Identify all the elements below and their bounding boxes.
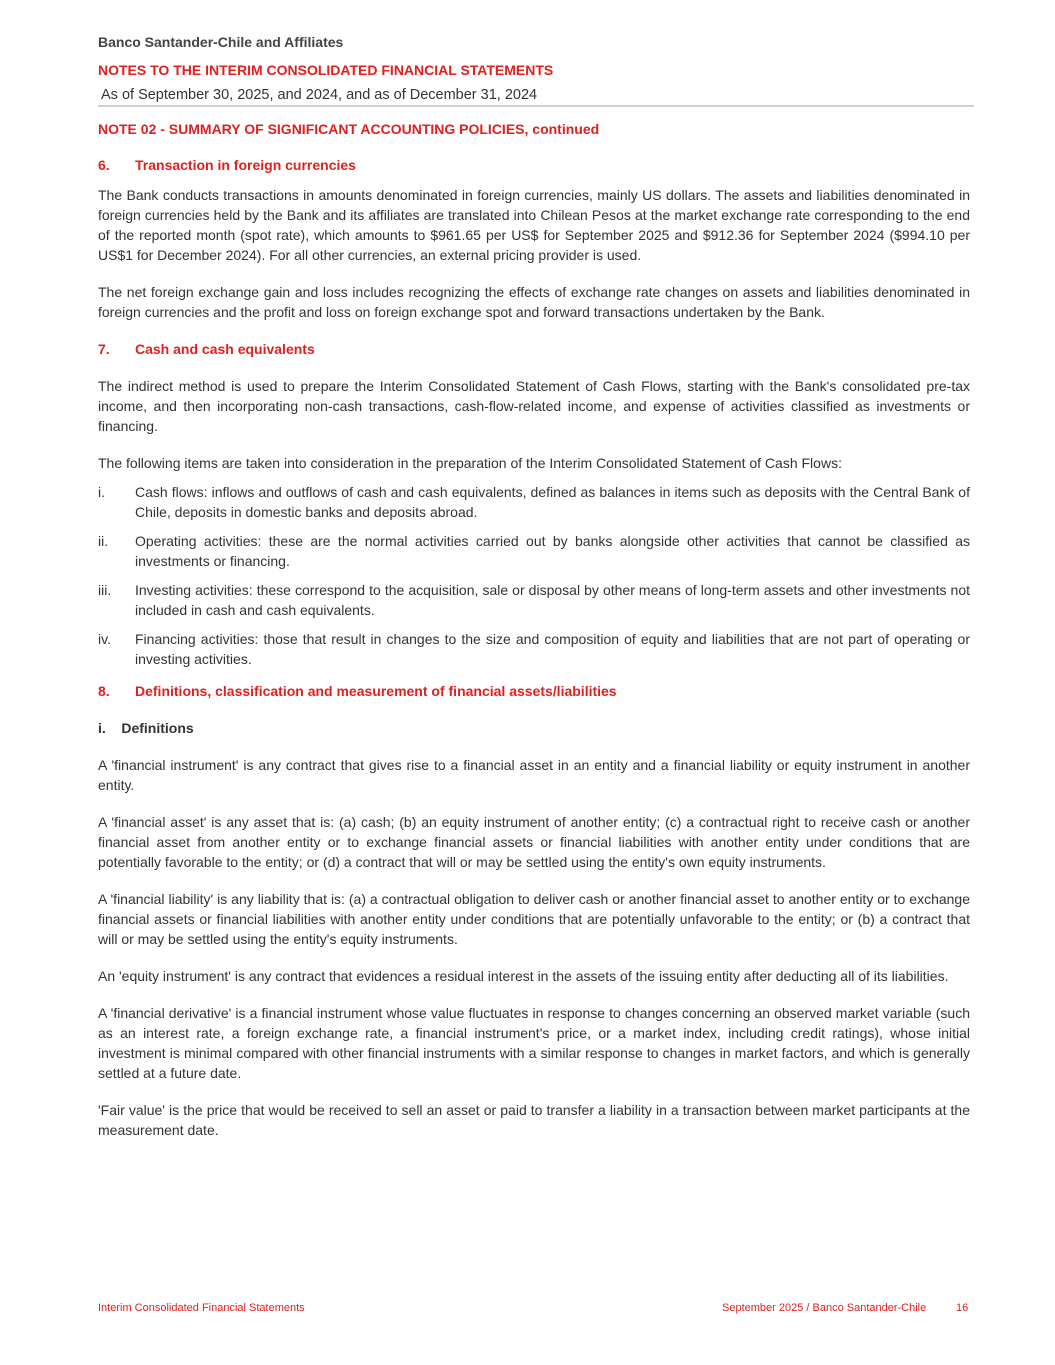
section-title-text: Transaction in foreign currencies — [135, 157, 356, 173]
notes-title: NOTES TO THE INTERIM CONSOLIDATED FINANCIAL STATEMENTS — [98, 62, 554, 78]
footer-document-title: Interim Consolidated Financial Statements — [98, 1302, 305, 1314]
list-item — [98, 482, 970, 522]
list-item — [98, 629, 970, 669]
list-item-number: iii. — [98, 582, 112, 598]
list-item — [98, 580, 970, 620]
paragraph: A 'financial derivative' is a financial instrument whose value fluctuates in response to changes concerning an observed market variable (such as an interest rate, a foreign exchange rate, a financial instrument's price, or a market index, including credit ratings), whose initial investment is minimal compared with other financial instruments with a similar response to changes in market factors, and which is generally settled at a future date. — [98, 1005, 970, 1081]
section-number: 7. — [98, 341, 110, 357]
as-of-date: As of September 30, 2025, and 2024, and as of December 31, 2024 — [101, 87, 538, 103]
list-item-number: ii. — [98, 533, 109, 549]
section-number: 8. — [98, 683, 110, 699]
note-title: NOTE 02 - SUMMARY OF SIGNIFICANT ACCOUNTING POLICIES, continued — [98, 121, 600, 137]
paragraph: A 'financial liability' is any liability that is: (a) a contractual obligation to deliver cash or another financial asset to another entity or to exchange financial assets or financial liabilities with another entity under conditions that are potentially unfavorable to the entity; or (b) a contract that will or may be settled using the entity's equity instruments. — [98, 891, 970, 947]
list-item-text: Investing activities: these correspond to the acquisition, sale or disposal by other means of long-term assets and other investments not included in cash and cash equivalents. — [135, 582, 970, 618]
paragraph: 'Fair value' is the price that would be received to sell an asset or paid to transfer a liability in a transaction between market participants at the measurement date. — [98, 1102, 970, 1138]
section-title-text: Cash and cash equivalents — [135, 341, 315, 357]
cash-flow-items-list — [98, 482, 970, 669]
subsection-title: i. Definitions — [98, 720, 194, 736]
page-number: 16 — [956, 1302, 969, 1314]
section-7-title — [98, 339, 970, 359]
paragraph: The indirect method is used to prepare the Interim Consolidated Statement of Cash Flows, starting with the Bank's consolidated pre-tax income, and then incorporating non-cash transactions, cash-flow-related income, and expense of activities classified as investments or financing. — [98, 378, 970, 434]
list-item — [98, 531, 970, 571]
footer-period: September 2025 / Banco Santander-Chile — [722, 1302, 927, 1314]
list-item-text: Operating activities: these are the normal activities carried out by banks alongside other activities that cannot be classified as investments or financing. — [135, 533, 970, 569]
section-8-title — [98, 681, 970, 701]
paragraph: The following items are taken into consideration in the preparation of the Interim Consolidated Statement of Cash Flows: — [98, 455, 842, 471]
section-6-title — [98, 155, 970, 175]
content — [98, 119, 970, 1157]
paragraph: A 'financial instrument' is any contract that gives rise to a financial asset in an entity and a financial liability or equity instrument in another entity. — [98, 757, 970, 793]
list-item-number: iv. — [98, 631, 111, 647]
list-item-text: Financing activities: those that result in changes to the size and composition of equity and liabilities that are not part of operating or investing activities. — [135, 631, 970, 667]
section-title-text: Definitions, classification and measurement of financial assets/liabilities — [135, 683, 617, 699]
list-item-number: i. — [98, 484, 105, 500]
paragraph: An 'equity instrument' is any contract that evidences a residual interest in the assets of the issuing entity after deducting all of its liabilities. — [98, 968, 949, 984]
paragraph: A 'financial asset' is any asset that is: (a) cash; (b) an equity instrument of another entity; (c) a contractual right to receive cash or another financial asset from another entity or to exchange financial assets or financial liabilities with another entity under conditions that are potentially favorable to the entity; or (d) a contract that will or may be settled using the entity's own equity instruments. — [98, 814, 970, 870]
section-number: 6. — [98, 157, 110, 173]
header-divider — [98, 105, 974, 107]
list-item-text: Cash flows: inflows and outflows of cash and cash equivalents, defined as balances in items such as deposits with the Central Bank of Chile, deposits in domestic banks and deposits abroad. — [135, 484, 970, 520]
paragraph: The net foreign exchange gain and loss includes recognizing the effects of exchange rate changes on assets and liabilities denominated in foreign currencies and the profit and loss on foreign exchange spot and forward transactions undertaken by the Bank. — [98, 284, 970, 320]
company-name: Banco Santander-Chile and Affiliates — [98, 34, 344, 50]
paragraph: The Bank conducts transactions in amounts denominated in foreign currencies, mainly US dollars. The assets and liabilities denominated in foreign currencies held by the Bank and its affiliates are translated into Chilean Pesos at the market exchange rate corresponding to the end of the reported month (spot rate), which amounts to $961.65 per US$ for September 2025 and $912.36 for September 2024 ($994.10 per US$1 for December 2024). For all other currencies, an external pricing provider is used. — [98, 187, 970, 263]
